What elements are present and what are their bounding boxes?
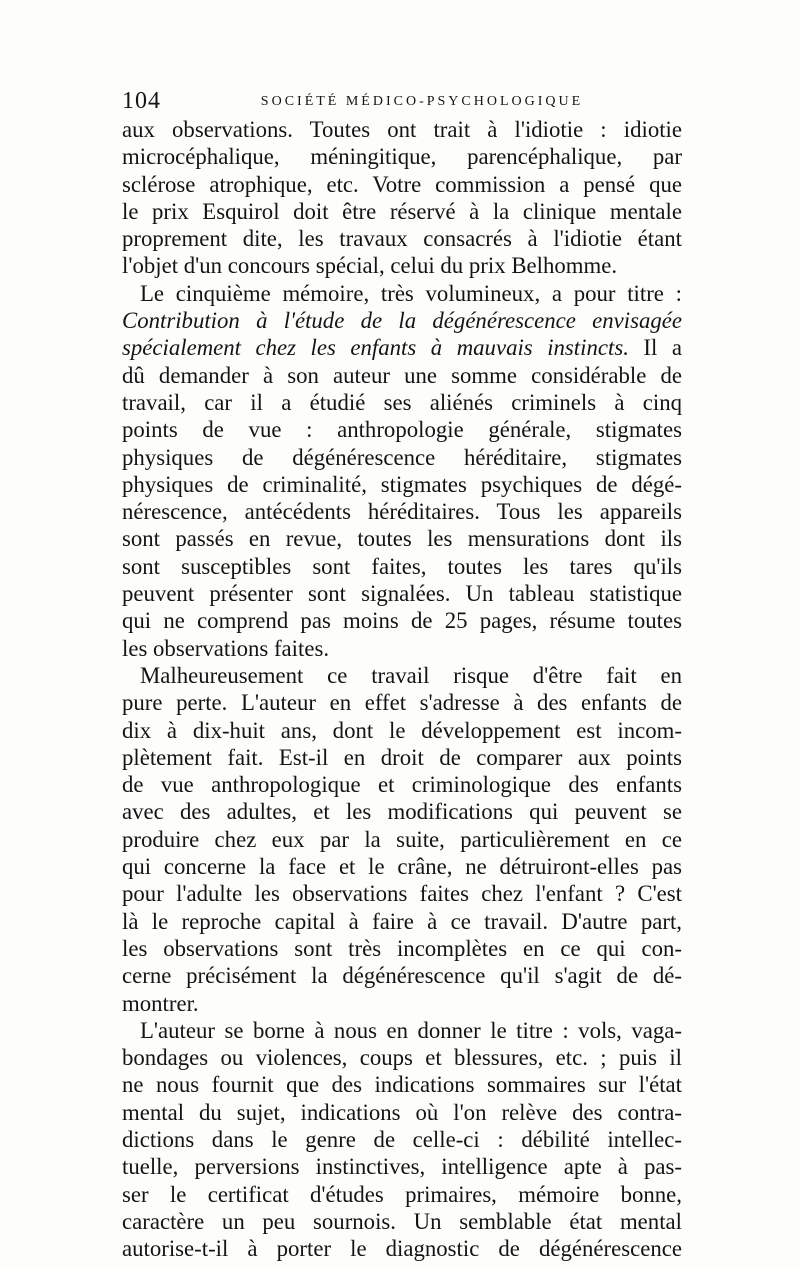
text-line: sont passés en revue, toutes les mensurations dont ils <box>122 526 682 552</box>
text-line: pure perte. L'auteur en effet s'adresse à des enfants de <box>122 690 682 716</box>
text-line: ser le certificat d'études primaires, mémoire bonne, <box>122 1181 682 1207</box>
text-line: cerne précisément la dégénérescence qu'il s'agit de dé- <box>122 963 682 989</box>
body-text <box>122 116 682 1262</box>
text-line: dû demander à son auteur une somme considérable de <box>122 362 682 388</box>
text-line: pour l'adulte les observations faites chez l'enfant ? C'est <box>122 881 682 907</box>
text-line: Le cinquième mémoire, très volumineux, a pour titre : <box>140 280 682 306</box>
page-number: 104 <box>122 88 161 114</box>
text-line: nérescence, antécédents héréditaires. Tous les appareils <box>122 499 682 525</box>
text-line: mental du sujet, indications où l'on relève des contra- <box>122 1099 682 1125</box>
text-line: Contribution à l'étude de la dégénérescence envisagée <box>122 308 682 334</box>
text-line: dictions dans le genre de celle-ci : débilité intellec- <box>122 1126 682 1152</box>
text-line: microcéphalique, méningitique, parencéphalique, par <box>122 144 682 170</box>
text-line: le prix Esquirol doit être réservé à la clinique mentale <box>122 198 682 224</box>
text-line: qui concerne la face et le crâne, ne détruiront-elles pas <box>122 854 682 880</box>
page-header <box>122 88 682 116</box>
text-line-tail: Il a <box>628 335 682 361</box>
text-line: là le reproche capital à faire à ce travail. D'autre part, <box>122 908 682 934</box>
text-line: L'auteur se borne à nous en donner le titre : vols, vaga- <box>140 1017 682 1043</box>
text-line: Malheureusement ce travail risque d'être fait en <box>140 662 682 688</box>
text-line: sclérose atrophique, etc. Votre commission a pensé que <box>122 171 682 197</box>
text-line: points de vue : anthropologie générale, stigmates <box>122 417 682 443</box>
text-line: plètement fait. Est-il en droit de comparer aux points <box>122 744 682 770</box>
text-line: peuvent présenter sont signalées. Un tableau statistique <box>122 581 682 607</box>
text-line: aux observations. Toutes ont trait à l'idiotie : idiotie <box>122 117 682 142</box>
text-line: proprement dite, les travaux consacrés à l'idiotie étant <box>122 226 682 252</box>
text-line: spécialement chez les enfants à mauvais instincts. Il a <box>122 335 682 361</box>
text-line: ne nous fournit que des indications sommaires sur l'état <box>122 1072 682 1098</box>
text-line: caractère un peu sournois. Un semblable état mental <box>122 1208 682 1234</box>
text-line: avec des adultes, et les modifications qui peuvent se <box>122 799 682 825</box>
text-line: de vue anthropologique et criminologique des enfants <box>122 772 682 798</box>
text-line: sont susceptibles sont faites, toutes les tares qu'ils <box>122 553 682 579</box>
text-line: les observations sont très incomplètes en ce qui con- <box>122 935 682 961</box>
text-line: travail, car il a étudié ses aliénés criminels à cinq <box>122 389 682 415</box>
text-line: bondages ou violences, coups et blessures, etc. ; puis il <box>122 1045 682 1071</box>
text-line: dix à dix-huit ans, dont le développement est incom- <box>122 717 682 743</box>
text-line: l'objet d'un concours spécial, celui du prix Belhomme. <box>122 253 618 279</box>
text-line: tuelle, perversions instinctives, intelligence apte à pas- <box>122 1154 682 1180</box>
text-line: les observations faites. <box>122 635 330 661</box>
text-line: autorise-t-il à porter le diagnostic de dégénérescence <box>122 1236 682 1262</box>
text-line: physiques de criminalité, stigmates psychiques de dégé- <box>122 471 682 497</box>
text-line: physiques de dégénérescence héréditaire, stigmates <box>122 444 682 470</box>
text-line: produire chez eux par la suite, particulièrement en ce <box>122 826 682 852</box>
text-line: qui ne comprend pas moins de 25 pages, résume toutes <box>122 608 682 634</box>
text-line: montrer. <box>122 990 199 1016</box>
running-head: SOCIÉTÉ MÉDICO-PSYCHOLOGIQUE <box>260 94 584 109</box>
